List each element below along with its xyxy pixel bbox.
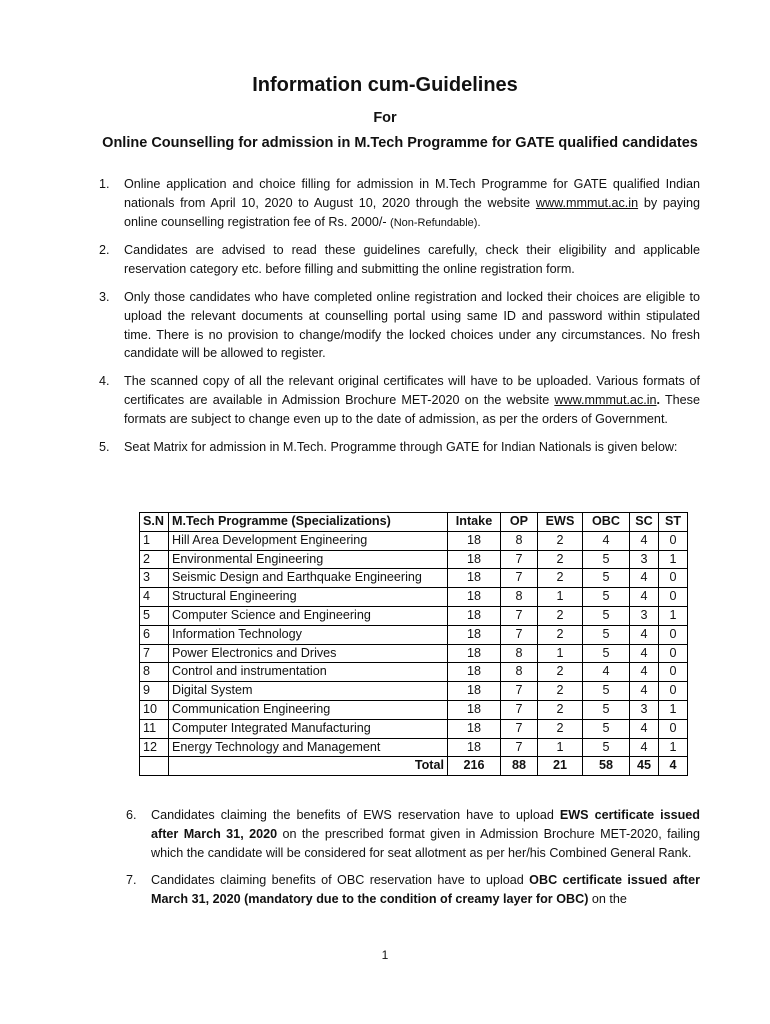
cell-sn: 8 [140, 663, 169, 682]
cell-intake: 18 [448, 700, 501, 719]
cell-programme: Seismic Design and Earthquake Engineering [169, 569, 448, 588]
table-header-row [140, 513, 688, 532]
cell-empty [140, 757, 169, 776]
list-item [99, 372, 700, 428]
table-row [140, 682, 688, 701]
cell-sc: 4 [630, 738, 659, 757]
cell-ews: 2 [538, 606, 583, 625]
cell-st: 0 [659, 569, 688, 588]
cell-sc: 4 [630, 644, 659, 663]
cell-op: 7 [501, 738, 538, 757]
cell-intake: 18 [448, 531, 501, 550]
cell-op: 8 [501, 531, 538, 550]
cell-op: 7 [501, 550, 538, 569]
cell-programme: Power Electronics and Drives [169, 644, 448, 663]
cell-ews: 2 [538, 569, 583, 588]
header-sn: S.N [140, 513, 169, 532]
subtitle-main: Online Counselling for admission in M.Tech Programme for GATE qualified candidates [102, 135, 698, 151]
cell-st: 1 [659, 700, 688, 719]
item-number: 2. [99, 243, 110, 258]
cell-op: 8 [501, 588, 538, 607]
cell-st: 0 [659, 588, 688, 607]
table-row [140, 644, 688, 663]
cell-intake: 18 [448, 738, 501, 757]
cell-op: 7 [501, 606, 538, 625]
item-number: 5. [99, 439, 110, 454]
cell-sc: 4 [630, 588, 659, 607]
item-number: 3. [99, 289, 110, 304]
cell-sn: 9 [140, 682, 169, 701]
seat-matrix-table [139, 512, 688, 776]
header-programme: M.Tech Programme (Specializations) [169, 513, 448, 532]
item-number: 7. [126, 873, 137, 888]
cell-intake: 18 [448, 569, 501, 588]
subtitle-for: For [373, 110, 397, 126]
cell-intake: 18 [448, 663, 501, 682]
cell-ews: 2 [538, 682, 583, 701]
cell-sn: 11 [140, 719, 169, 738]
total-obc: 58 [583, 757, 630, 776]
cell-sc: 4 [630, 531, 659, 550]
list-item [99, 241, 700, 279]
item-text: by paying online counselling registration fee of Rs. 2000/- [124, 195, 700, 229]
cell-op: 8 [501, 644, 538, 663]
header-obc: OBC [583, 513, 630, 532]
cell-sc: 3 [630, 606, 659, 625]
item-text: Only those candidates who have completed online registration and locked their choices are eligible to upload the relevant documents at counselling portal using same ID and password within stipulated time. There is no provision to change/modify the locked choices under any circumstances. No fresh candidate will be allowed to register. [124, 289, 700, 361]
table-row [140, 719, 688, 738]
cell-sc: 3 [630, 700, 659, 719]
table-row [140, 625, 688, 644]
cell-st: 0 [659, 663, 688, 682]
item-text: Seat Matrix for admission in M.Tech. Programme through GATE for Indian Nationals is given below: [124, 439, 678, 454]
cell-st: 0 [659, 682, 688, 701]
cell-op: 7 [501, 700, 538, 719]
cell-op: 7 [501, 719, 538, 738]
cell-obc: 5 [583, 625, 630, 644]
item-number: 1. [99, 177, 110, 191]
table-row [140, 569, 688, 588]
item-number: 6. [126, 808, 137, 822]
cell-sc: 4 [630, 569, 659, 588]
cell-op: 7 [501, 569, 538, 588]
cell-intake: 18 [448, 606, 501, 625]
table-row [140, 588, 688, 607]
cell-sc: 4 [630, 682, 659, 701]
item-note: (Non-Refundable). [390, 216, 481, 229]
cell-programme: Environmental Engineering [169, 550, 448, 569]
link-suffix: . [656, 392, 661, 407]
total-op: 88 [501, 757, 538, 776]
cell-obc: 4 [583, 531, 630, 550]
cell-op: 7 [501, 682, 538, 701]
cell-intake: 18 [448, 625, 501, 644]
cell-sc: 4 [630, 625, 659, 644]
cell-sn: 4 [140, 588, 169, 607]
item-text: The scanned copy of all the relevant original certificates will have to be uploaded. Various formats of certificates are available in Admission Brochure MET-2020 on the website [124, 374, 700, 407]
list-item [126, 871, 700, 909]
cell-programme: Hill Area Development Engineering [169, 531, 448, 550]
guideline-list [99, 175, 700, 465]
cell-obc: 5 [583, 719, 630, 738]
item-text: Candidates claiming the benefits of EWS reservation have to upload [151, 808, 560, 822]
total-label: Total [169, 757, 448, 776]
header-sc: SC [630, 513, 659, 532]
table-row [140, 738, 688, 757]
cell-intake: 18 [448, 588, 501, 607]
header-ews: EWS [538, 513, 583, 532]
cell-ews: 2 [538, 550, 583, 569]
cell-programme: Information Technology [169, 625, 448, 644]
cell-st: 0 [659, 531, 688, 550]
cell-st: 0 [659, 644, 688, 663]
guideline-list-continued [126, 806, 700, 918]
table-row [140, 700, 688, 719]
cell-ews: 2 [538, 700, 583, 719]
cell-obc: 5 [583, 569, 630, 588]
total-ews: 21 [538, 757, 583, 776]
cell-ews: 1 [538, 738, 583, 757]
item-text: on the [588, 892, 627, 907]
cell-obc: 5 [583, 700, 630, 719]
list-item [99, 438, 700, 457]
cell-programme: Communication Engineering [169, 700, 448, 719]
table-row [140, 550, 688, 569]
cell-op: 8 [501, 663, 538, 682]
cell-sn: 1 [140, 531, 169, 550]
cell-sc: 3 [630, 550, 659, 569]
cell-programme: Structural Engineering [169, 588, 448, 607]
table-row [140, 663, 688, 682]
cell-ews: 2 [538, 719, 583, 738]
cell-st: 1 [659, 550, 688, 569]
cell-sn: 3 [140, 569, 169, 588]
cell-programme: Digital System [169, 682, 448, 701]
cell-programme: Control and instrumentation [169, 663, 448, 682]
cell-ews: 1 [538, 644, 583, 663]
cell-obc: 5 [583, 682, 630, 701]
item-text: Candidates claiming benefits of OBC reservation have to upload [151, 873, 530, 888]
website-link[interactable]: www.mmmut.ac.in [554, 392, 657, 407]
cell-intake: 18 [448, 550, 501, 569]
cell-sn: 7 [140, 644, 169, 663]
cell-st: 0 [659, 625, 688, 644]
item-text: Candidates are advised to read these guidelines carefully, check their eligibility and applicable reservation category etc. before filling and submitting the online registration form. [124, 243, 700, 277]
item-text: Online application and choice filling for admission in M.Tech Programme for GATE qualified Indian nationals from April 10, 2020 to August 10, 2020 through the website [124, 177, 700, 210]
header-op: OP [501, 513, 538, 532]
cell-sn: 2 [140, 550, 169, 569]
cell-op: 7 [501, 625, 538, 644]
header-st: ST [659, 513, 688, 532]
cell-programme: Energy Technology and Management [169, 738, 448, 757]
cell-sn: 12 [140, 738, 169, 757]
cell-st: 0 [659, 719, 688, 738]
cell-sn: 10 [140, 700, 169, 719]
website-link[interactable]: www.mmmut.ac.in [535, 195, 639, 210]
item-text: on the prescribed format given in Admission Brochure MET-2020, failing which the candidate will be considered for seat allotment as per her/his Combined General Rank. [151, 826, 700, 860]
cell-programme: Computer Integrated Manufacturing [169, 719, 448, 738]
cell-ews: 1 [538, 588, 583, 607]
cell-sn: 6 [140, 625, 169, 644]
item-bold-text: OBC certificate issued after March 31, 2020 (mandatory due to the condition of creamy layer for OBC) [151, 873, 700, 907]
list-item [126, 806, 700, 862]
item-number: 4. [99, 374, 110, 389]
cell-obc: 5 [583, 644, 630, 663]
total-intake: 216 [448, 757, 501, 776]
list-item [99, 175, 700, 232]
cell-sn: 5 [140, 606, 169, 625]
cell-sc: 4 [630, 719, 659, 738]
cell-obc: 5 [583, 738, 630, 757]
total-sc: 45 [630, 757, 659, 776]
item-bold-text: EWS certificate issued after March 31, 2020 [151, 808, 700, 841]
cell-intake: 18 [448, 644, 501, 663]
cell-st: 1 [659, 606, 688, 625]
cell-intake: 18 [448, 719, 501, 738]
cell-programme: Computer Science and Engineering [169, 606, 448, 625]
document-title: Information cum-Guidelines [252, 74, 518, 96]
cell-intake: 18 [448, 682, 501, 701]
cell-obc: 4 [583, 663, 630, 682]
cell-sc: 4 [630, 663, 659, 682]
cell-ews: 2 [538, 663, 583, 682]
cell-st: 1 [659, 738, 688, 757]
table-total-row [140, 757, 688, 776]
page-number: 1 [381, 948, 389, 962]
cell-obc: 5 [583, 550, 630, 569]
list-item [99, 288, 700, 363]
table-row [140, 606, 688, 625]
cell-obc: 5 [583, 588, 630, 607]
total-st: 4 [659, 757, 688, 776]
item-text: These formats are subject to change even up to the date of admission, as per the orders of Government. [124, 392, 700, 426]
cell-ews: 2 [538, 531, 583, 550]
table-row [140, 531, 688, 550]
cell-obc: 5 [583, 606, 630, 625]
header-intake: Intake [448, 513, 501, 532]
cell-ews: 2 [538, 625, 583, 644]
